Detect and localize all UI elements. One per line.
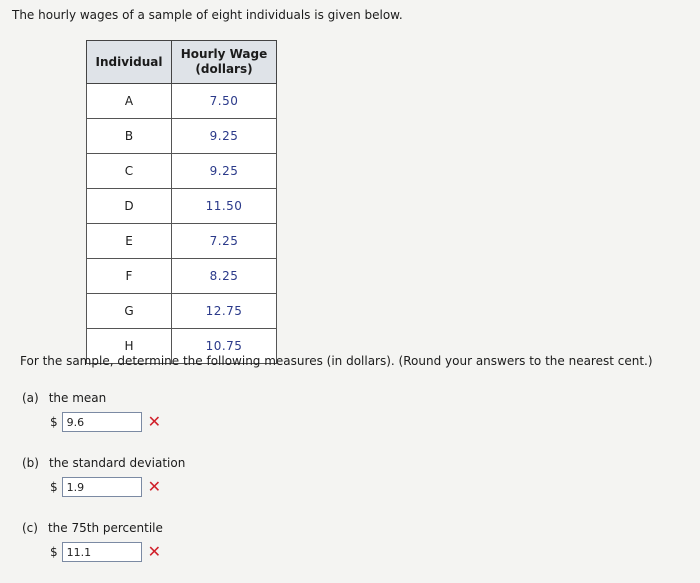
cell-individual: A [87, 84, 172, 119]
mean-answer-input[interactable] [62, 412, 142, 432]
cell-wage: 8.25 [172, 259, 277, 294]
cell-wage: 9.25 [172, 119, 277, 154]
incorrect-x-icon: ✕ [147, 412, 162, 431]
cell-wage: 11.50 [172, 189, 277, 224]
dollar-sign: $ [50, 480, 58, 494]
cell-wage: 7.50 [172, 84, 277, 119]
std-dev-answer-input[interactable] [62, 477, 142, 497]
part-a [22, 391, 161, 432]
table-row [87, 84, 277, 119]
cell-individual: G [87, 294, 172, 329]
instructions-text: For the sample, determine the following measures (in dollars). (Round your answers to the nearest cent.) [20, 354, 653, 368]
table-row [87, 119, 277, 154]
cell-wage: 9.25 [172, 154, 277, 189]
header-hourly-wage [172, 41, 277, 84]
part-c-label: the 75th percentile [47, 521, 163, 535]
question-intro: The hourly wages of a sample of eight individuals is given below. [12, 8, 403, 22]
header-individual: Individual [87, 41, 172, 84]
part-a-letter: (a) [22, 391, 39, 405]
wage-table [86, 40, 277, 364]
dollar-sign: $ [50, 545, 58, 559]
table-header-row [87, 41, 277, 84]
cell-individual: C [87, 154, 172, 189]
part-b-label: the standard deviation [48, 456, 186, 470]
part-c [22, 521, 163, 562]
header-wage-line2: (dollars) [195, 62, 253, 76]
table-row [87, 189, 277, 224]
part-c-letter: (c) [22, 521, 38, 535]
cell-individual: B [87, 119, 172, 154]
cell-wage: 10.75 [172, 329, 277, 364]
part-a-label: the mean [48, 391, 107, 405]
cell-individual: D [87, 189, 172, 224]
percentile-answer-input[interactable] [62, 542, 142, 562]
table-row [87, 154, 277, 189]
table-row [87, 259, 277, 294]
incorrect-x-icon: ✕ [147, 477, 162, 496]
cell-individual: H [87, 329, 172, 364]
cell-wage: 12.75 [172, 294, 277, 329]
cell-wage: 7.25 [172, 224, 277, 259]
table-row [87, 294, 277, 329]
cell-individual: E [87, 224, 172, 259]
header-wage-line1: Hourly Wage [180, 47, 268, 61]
incorrect-x-icon: ✕ [147, 542, 162, 561]
dollar-sign: $ [50, 415, 58, 429]
cell-individual: F [87, 259, 172, 294]
part-b-letter: (b) [22, 456, 39, 470]
part-b [22, 456, 185, 497]
table-row [87, 224, 277, 259]
